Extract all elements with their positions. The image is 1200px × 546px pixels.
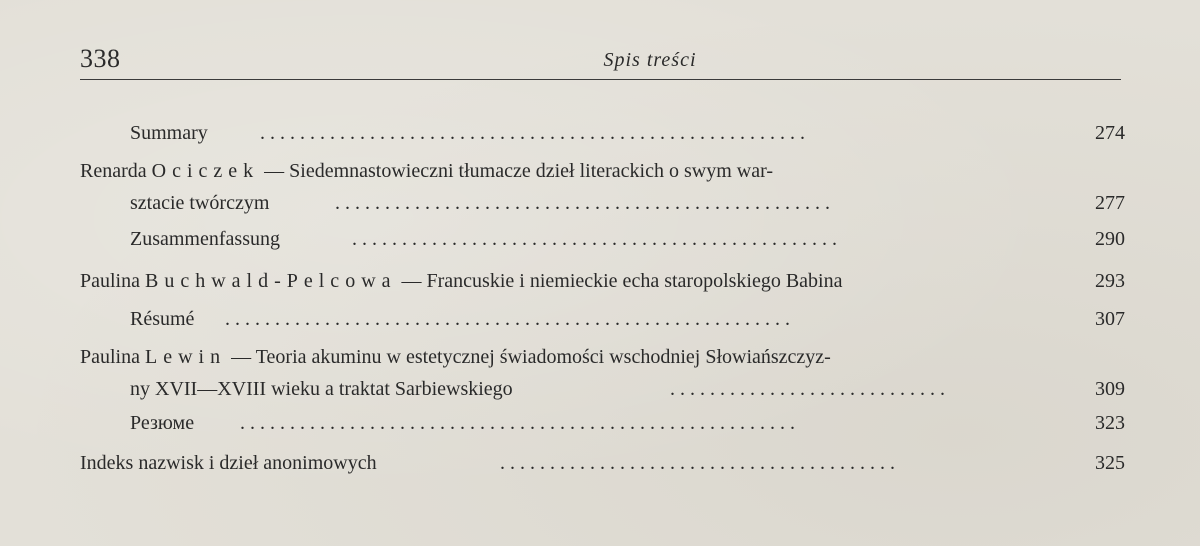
toc-entry-title: — Teoria akuminu w estetycznej świadomości wschodniej Słowiańszczyz- xyxy=(231,346,831,368)
header-rule xyxy=(80,79,1121,80)
toc-entry-title: Résumé xyxy=(130,308,195,330)
toc-entry-title: Резюме xyxy=(130,412,195,434)
toc-entry-summary xyxy=(130,118,1125,148)
toc-entry-zusammenfassung xyxy=(130,224,1125,254)
toc-entry-lewin-line1 xyxy=(80,342,1125,372)
toc-author-surname: Ociczek xyxy=(151,160,260,182)
toc-entry-lewin-line2 xyxy=(130,374,1125,404)
leader-dots: . . . . . . . . . . . . . . . . . . . . . . . . . . . . . . . . . . . . . . . . . . . . . . . . . . . . . . . xyxy=(260,122,805,144)
toc-entry-ociczek-line2 xyxy=(130,188,1125,218)
toc-entry-title: — Francuskie i niemieckie echa staropolskiego Babina xyxy=(401,270,843,292)
toc-entry-title: Summary xyxy=(130,122,208,144)
toc-entry-title: Indeks nazwisk i dzieł anonimowych xyxy=(80,452,377,474)
toc-entry-page: 293 xyxy=(1095,270,1125,292)
running-title: Spis treści xyxy=(603,49,697,71)
leader-dots: . . . . . . . . . . . . . . . . . . . . . . . . . . . . . . . . . . . . . . . . . . . . . . . . . . xyxy=(335,192,830,214)
leader-dots: . . . . . . . . . . . . . . . . . . . . . . . . . . . . xyxy=(670,378,945,400)
leader-dots: . . . . . . . . . . . . . . . . . . . . . . . . . . . . . . . . . . . . . . . . . . . . . . . . . . . . . . . . xyxy=(240,412,795,434)
toc-entry-title-cont: ny XVII—XVIII wieku a traktat Sarbiewskiego xyxy=(130,378,513,400)
leader-dots: . . . . . . . . . . . . . . . . . . . . . . . . . . . . . . . . . . . . . . . . xyxy=(500,452,895,474)
toc-entry-page: 290 xyxy=(1095,228,1125,250)
page-number: 338 xyxy=(80,44,121,73)
toc-entry-page: 277 xyxy=(1095,192,1125,214)
toc-entry-indeks xyxy=(80,448,1125,478)
toc-author-firstname: Paulina xyxy=(80,346,140,368)
toc-entry-page: 309 xyxy=(1095,378,1125,400)
page-header xyxy=(80,42,1120,78)
leader-dots: . . . . . . . . . . . . . . . . . . . . . . . . . . . . . . . . . . . . . . . . . . . . . . . . . xyxy=(352,228,837,250)
toc-entry-rezume xyxy=(130,408,1125,438)
toc-entry-title-cont: sztacie twórczym xyxy=(130,192,270,214)
toc-entry-ociczek-line1 xyxy=(80,156,1125,186)
toc-author-firstname: Paulina xyxy=(80,270,140,292)
toc-author-firstname: Renarda xyxy=(80,160,147,182)
toc-entry-title: — Siedemnastowieczni tłumacze dzieł literackich o swym war- xyxy=(264,160,774,182)
toc-author-surname: Buchwald-Pelcowa xyxy=(145,270,397,292)
toc-author-surname: Lewin xyxy=(145,346,227,368)
toc-entry-page: 325 xyxy=(1095,452,1125,474)
leader-dots: . . . . . . . . . . . . . . . . . . . . . . . . . . . . . . . . . . . . . . . . . . . . . . . . . . . . . . . . . xyxy=(225,308,790,330)
toc-entry-buchwald-pelcowa xyxy=(80,266,1125,296)
toc-entry-page: 274 xyxy=(1095,122,1125,144)
toc-entry-page: 323 xyxy=(1095,412,1125,434)
toc-entry-resume xyxy=(130,304,1125,334)
toc-entry-page: 307 xyxy=(1095,308,1125,330)
toc-entry-title: Zusammenfassung xyxy=(130,228,280,250)
